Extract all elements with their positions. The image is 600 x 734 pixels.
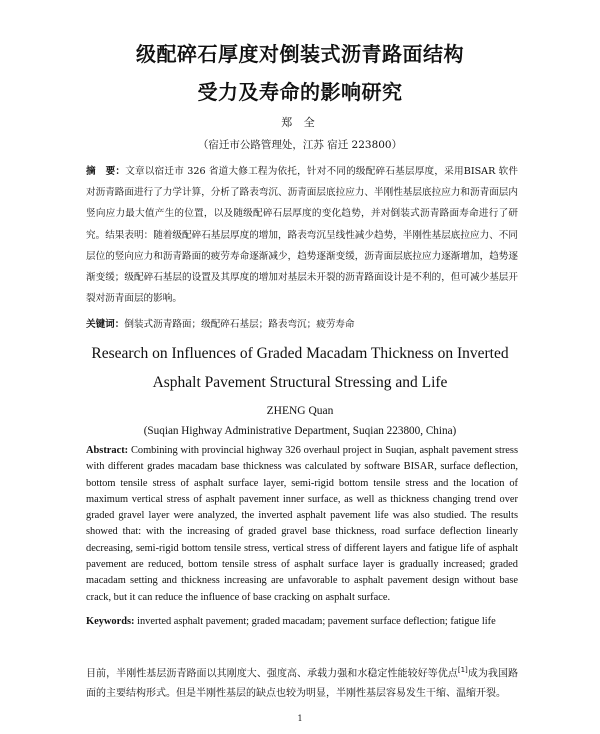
title-en-line1: Research on Influences of Graded Macadam Thickness on Inverted	[91, 345, 509, 362]
title-cn-line1: 级配碎石厚度对倒装式沥青路面结构	[136, 42, 464, 66]
author-en: ZHENG Quan	[266, 405, 334, 417]
abstract-cn-text: 文章以宿迁市 326 省道大修工程为依托，针对不同的级配碎石基层厚度，采用BISAR 软件对沥青路面进行了力学计算，分析了路表弯沉、沥青面层底拉应力、半刚性基层底拉应力和沥青面层内竖向应力最大值产生的位置，以及随级配碎石层厚度的变化趋势，并对倒装式沥青路面寿命进行了研究。结果表明：随着级配碎石基层厚度的增加，路表弯沉呈线性减少趋势，半刚性基层底拉应力、不同层位的竖向应力和沥青路面的疲劳寿命逐渐减少，趋势逐渐变缓，沥青面层底拉应力逐渐增加，趋势逐渐变缓；级配碎石基层的设置及其厚度的增加对基层未开裂的沥青路面设计是不利的，但可减少基层开裂对沥青面层的影响。	[86, 166, 518, 305]
body-text-start: 目前，半刚性基层沥青路面以其刚度大、强度高、承载力强和水稳定性能较好等优点	[86, 668, 458, 680]
affiliation-en: (Suqian Highway Administrative Department, Suqian 223800, China)	[143, 425, 457, 437]
keywords-cn	[86, 316, 518, 334]
abstract-en-label: Abstract:	[86, 445, 129, 456]
page-number: 1	[297, 714, 303, 723]
keywords-en	[86, 614, 518, 630]
body-paragraph	[86, 660, 518, 704]
keywords-cn-label: 关键词：	[86, 319, 125, 330]
affiliation-cn: （宿迁市公路管理处，江苏 宿迁 223800）	[197, 139, 403, 151]
keywords-en-text: inverted asphalt pavement; graded macadam; pavement surface deflection; fatigue life	[137, 616, 496, 627]
citation-ref[interactable]: [1]	[457, 666, 468, 674]
title-en-line2: Asphalt Pavement Structural Stressing and Life	[152, 374, 448, 391]
abstract-en	[86, 443, 518, 606]
abstract-cn-label: 摘 要：	[86, 166, 126, 177]
keywords-cn-text: 倒装式沥青路面；级配碎石基层；路表弯沉；疲劳寿命	[124, 319, 355, 330]
abstract-en-text: Combining with provincial highway 326 overhaul project in Suqian, asphalt pavement stress with different grades macadam base thickness was calculated by software BISAR, surface deflection, bottom tensile stress of asphalt surface layer, semi-rigid bottom tensile stress and the location of maximum vertical stress of asphalt pavement inner surface, as well as thickness changing trend over graded gravel layer were analyzed, the inverted asphalt pavement life was also studied. The results showed that: with the increasing of graded gravel base thickness, road surface deflection linearly decreasing, semi-rigid bottom tensile stress, vertical stress of different layers and fatigue life of asphalt pavement are reduced, bottom tensile stress of asphalt surface layer is gradually increased; graded macadam setting and thickness increasing are unfavorable to asphalt pavement design without base crack, but it can reduce the influence of base cracking on asphalt surface.	[86, 445, 518, 603]
keywords-en-label: Keywords:	[86, 616, 135, 627]
body-text-end: 成为我国路面的主要结构形式。但是半刚性基层的缺点也较为明显，半刚性基层容易发生干缩、温缩开裂。	[86, 668, 519, 700]
title-cn-line2: 受力及寿命的影响研究	[197, 80, 403, 104]
author-cn: 郑 全	[281, 116, 319, 129]
abstract-cn	[86, 161, 518, 309]
